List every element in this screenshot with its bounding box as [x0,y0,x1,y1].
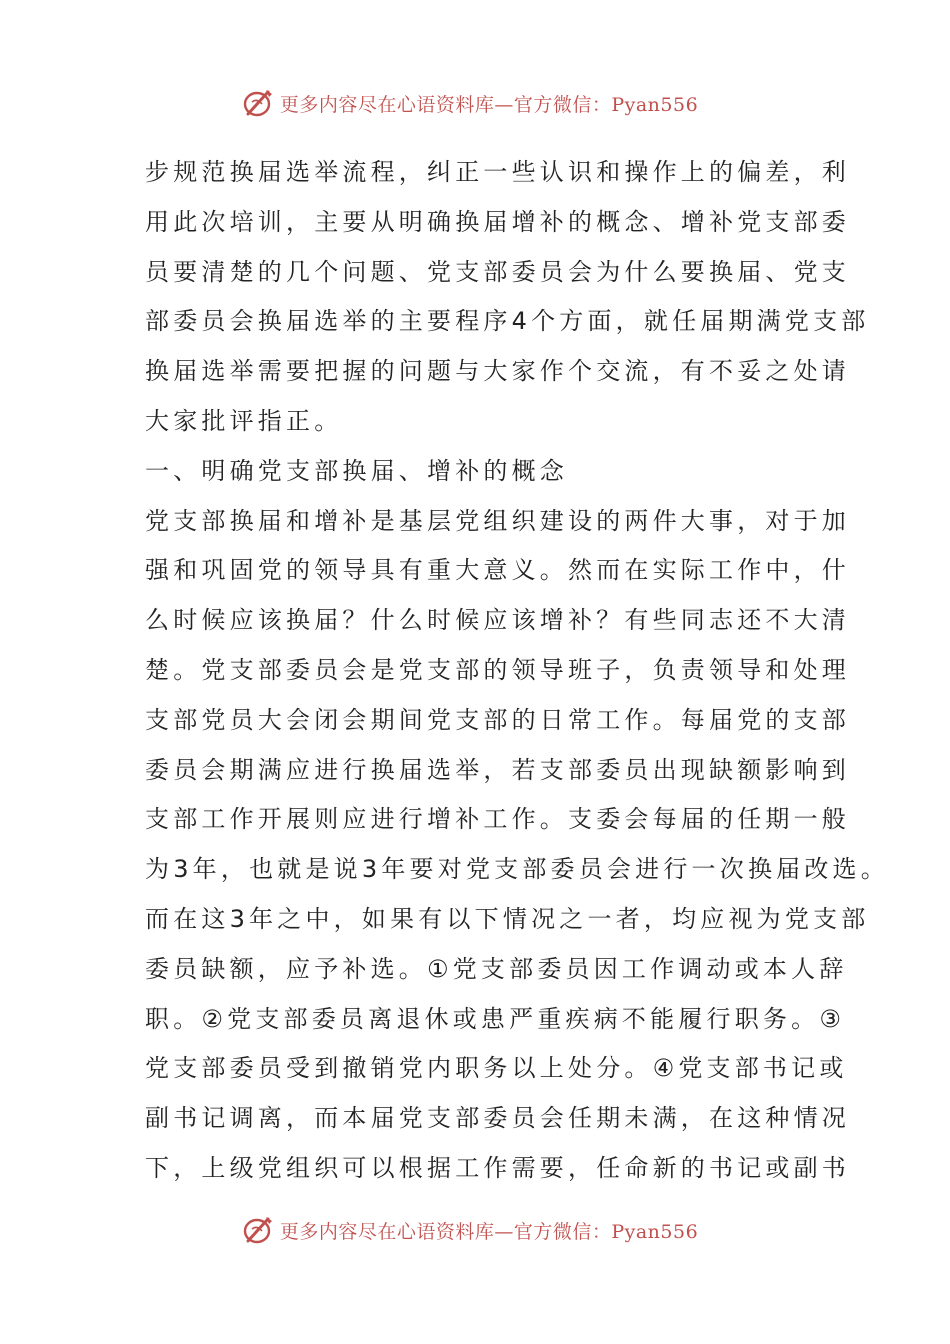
pen-logo-icon [242,86,276,120]
body-line: 楚。党支部委员会是党支部的领导班子，负责领导和处理 [145,655,850,684]
footer-banner [0,1210,950,1250]
body-line: 为3年，也就是说3年要对党支部委员会进行一次换届改选。 [145,855,889,884]
header-banner-text: 更多内容尽在心语资料库—官方微信：Pyan556 [279,93,699,116]
body-line: 用此次培训，主要从明确换届增补的概念、增补党支部委 [145,207,850,236]
footer-banner-inner [242,1213,698,1247]
body-line: 步规范换届选举流程，纠正一些认识和操作上的偏差，利 [145,158,850,186]
body-line: 支部党员大会闭会期间党支部的日常工作。每届党的支部 [145,705,850,734]
section-heading: 一、明确党支部换届、增补的概念 [145,456,568,485]
header-banner-inner [242,86,698,120]
body-line: 下，上级党组织可以根据工作需要，任命新的书记或副书 [145,1153,850,1182]
pen-logo-icon [242,1213,276,1247]
body-line: 大家批评指正。 [145,406,343,435]
body-line: 强和巩固党的领导具有重大意义。然而在实际工作中，什 [145,556,850,585]
body-line: 职。②党支部委员离退休或患严重疾病不能履行职务。③ [145,1004,846,1033]
body-line: 而在这3年之中，如果有以下情况之一者，均应视为党支部 [145,904,870,933]
body-line: 党支部委员受到撤销党内职务以上处分。④党支部书记或 [145,1054,848,1083]
body-line: 委员缺额，应予补选。①党支部委员因工作调动或本人辞 [145,954,848,983]
body-line: 换届选举需要把握的问题与大家作个交流，有不妥之处请 [145,357,850,386]
body-line: 委员会期满应进行换届选举，若支部委员出现缺额影响到 [145,755,850,784]
header-banner [0,83,950,123]
body-line: 党支部换届和增补是基层党组织建设的两件大事，对于加 [145,506,850,535]
body-line: 副书记调离，而本届党支部委员会任期未满，在这种情况 [145,1104,850,1133]
body-line: 部委员会换届选举的主要程序4个方面，就任届期满党支部 [145,307,870,336]
body-line: 员要清楚的几个问题、党支部委员会为什么要换届、党支 [145,257,850,286]
body-line: 支部工作开展则应进行增补工作。支委会每届的任期一般 [145,805,850,834]
footer-banner-text: 更多内容尽在心语资料库—官方微信：Pyan556 [279,1220,699,1243]
body-line: 么时候应该换届？什么时候应该增补？有些同志还不大清 [145,606,850,635]
document-body [145,148,889,1194]
